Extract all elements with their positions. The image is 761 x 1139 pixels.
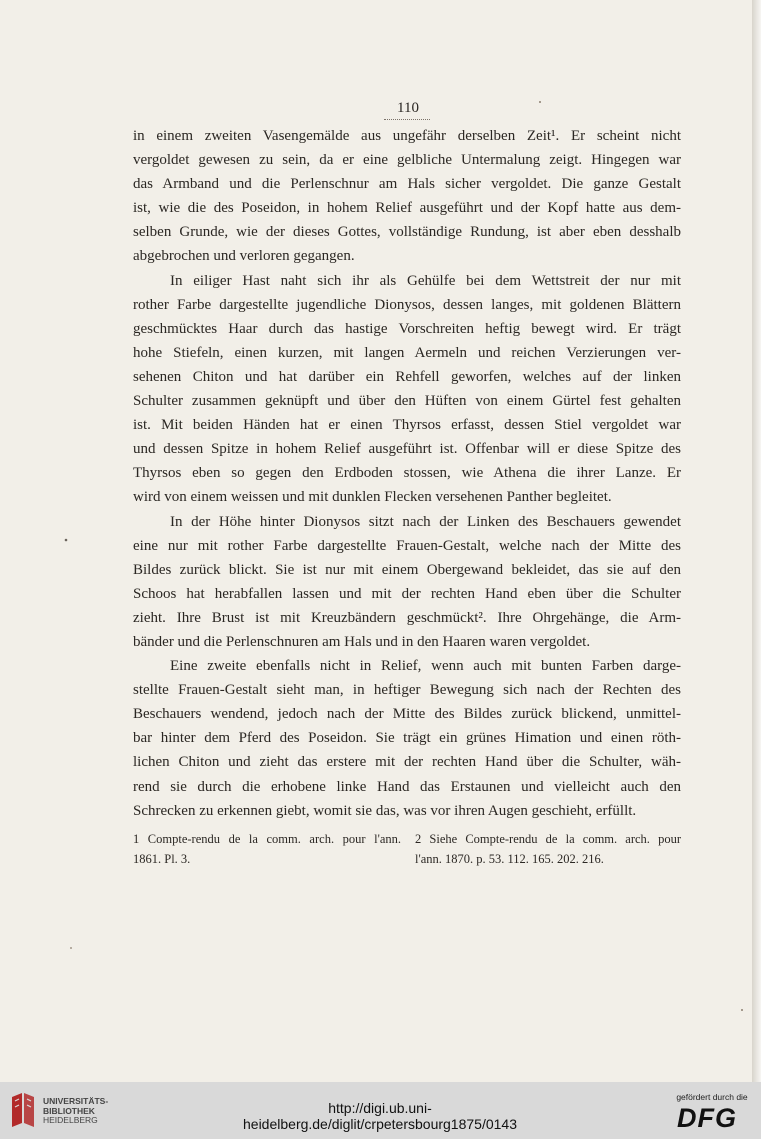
text-line: rother Farbe dargestellte jugendliche Dionysos, dessen langes, mit goldenen Blättern	[133, 296, 681, 313]
text-line: abgebrochen und verloren gegangen.	[133, 248, 355, 265]
body-text	[133, 124, 681, 823]
text-line: rend sie durch die erhobene linke Hand das Erstaunen und vielleicht auch den	[133, 778, 681, 795]
university-library-name	[43, 1097, 108, 1126]
library-name-line: BIBLIOTHEK	[43, 1105, 95, 1116]
dfg-logo[interactable]: DFG	[677, 1103, 737, 1133]
footnote-line: 1861. Pl. 3.	[133, 852, 191, 866]
footnote-line: 2 Siehe Compte-rendu de la comm. arch. pour	[415, 832, 681, 846]
footnote-line: 1 Compte-rendu de la comm. arch. pour l'ann.	[133, 832, 401, 846]
text-line: Schulter zusammen geknüpft und über den Hüften von einem Gürtel fest gehalten	[133, 393, 681, 410]
text-line: das Armband und die Perlenschnur am Hals sicher vergoldet. Die ganze Gestalt	[133, 176, 681, 193]
text-line: in einem zweiten Vasengemälde aus ungefähr derselben Zeit¹. Er scheint nicht	[133, 128, 681, 144]
text-line: geschmücktes Haar durch das hastige Vorschreiten heftig bewegt wird. Er trägt	[133, 320, 681, 337]
permalink-url[interactable]: http://digi.ub.uni-heidelberg.de/diglit/crpetersbourg1875/0143	[243, 1100, 517, 1132]
text-line: ist. Mit beiden Händen hat er einen Thyrsos erfasst, dessen Stiel vergoldet war	[133, 417, 681, 434]
footnote-1	[133, 829, 401, 869]
page-number-ornament	[384, 116, 430, 120]
library-name-line: HEIDELBERG	[43, 1115, 98, 1125]
text-line: In der Höhe hinter Dionysos sitzt nach der Linken des Beschauers gewendet	[170, 513, 681, 530]
text-line: wird von einem weissen und mit dunklen Flecken versehenen Panther begleitet.	[133, 489, 612, 506]
text-line: Schoos hat herabfallen lassen und mit der rechten Hand eben über die Schulter	[133, 585, 681, 602]
text-line: In eiliger Hast naht sich ihr als Gehülfe bei dem Wettstreit der nur mit	[170, 272, 681, 289]
page-number: 110	[397, 100, 419, 116]
text-line: selben Grunde, wie der dieses Gottes, vollständige Rundung, ist aber eben desshalb	[133, 224, 681, 241]
text-line: ist, wie die des Poseidon, in hohem Relief ausgeführt und der Kopf hatte aus dem-	[133, 200, 681, 217]
text-line: stellte Frauen-Gestalt sieht man, in heftiger Bewegung sich nach der Rechten des	[133, 682, 681, 699]
text-line: eine nur mit rother Farbe dargestellte Frauen-Gestalt, welche nach der Mitte des	[133, 537, 681, 554]
text-line: lichen Chiton und zieht das erstere mit der rechten Hand über die Schulter, wäh-	[133, 754, 681, 771]
text-line: bänder und die Perlenschnuren am Hals und in den Haaren waren vergoldet.	[133, 633, 591, 650]
footer-bar	[0, 1082, 761, 1139]
funding-caption: gefördert durch die	[676, 1092, 748, 1102]
text-line: vergoldet gewesen zu sein, da er eine gelbliche Untermalung zeigt. Hingegen war	[133, 152, 681, 169]
library-name-line: UNIVERSITÄTS-	[43, 1096, 109, 1106]
footnote-line: l'ann. 1870. p. 53. 112. 165. 202. 216.	[415, 852, 604, 866]
text-line: hohe Stiefeln, einen kurzen, mit langen Aermeln und reichen Verzierungen ver-	[133, 344, 681, 361]
text-line: bar hinter dem Pferd des Poseidon. Sie trägt ein grünes Himation und einen röth-	[133, 730, 681, 747]
text-line: Bildes zurück blickt. Sie ist nur mit einem Obergewand bekleidet, das sie auf den	[133, 561, 681, 578]
text-line: Thyrsos eben so gegen den Erdboden stossen, wie Athena die ihrer Lanze. Er	[133, 465, 681, 482]
text-line: sehenen Chiton und hat darüber ein Rehfell geworfen, welches auf der linken	[133, 368, 681, 385]
text-line: Eine zweite ebenfalls nicht in Relief, wenn auch mit bunten Farben darge-	[170, 658, 681, 675]
footnote-2	[415, 829, 681, 869]
text-line: zieht. Ihre Brust ist mit Kreuzbändern geschmückt². Ihre Ohrgehänge, die Arm-	[133, 609, 681, 626]
text-line: Beschauers wendend, jedoch nach der Mitte des Bildes zurück blickend, unmittel-	[133, 706, 681, 723]
page-edge	[752, 0, 761, 1082]
university-library-logo-icon[interactable]	[8, 1091, 38, 1129]
text-line: und dessen Spitze in hohem Relief ausgeführt ist. Offenbar will er diese Spitze des	[133, 441, 681, 458]
text-line: Schrecken zu erkennen giebt, womit sie das, was vor ihren Augen geschieht, erfüllt.	[133, 802, 637, 819]
